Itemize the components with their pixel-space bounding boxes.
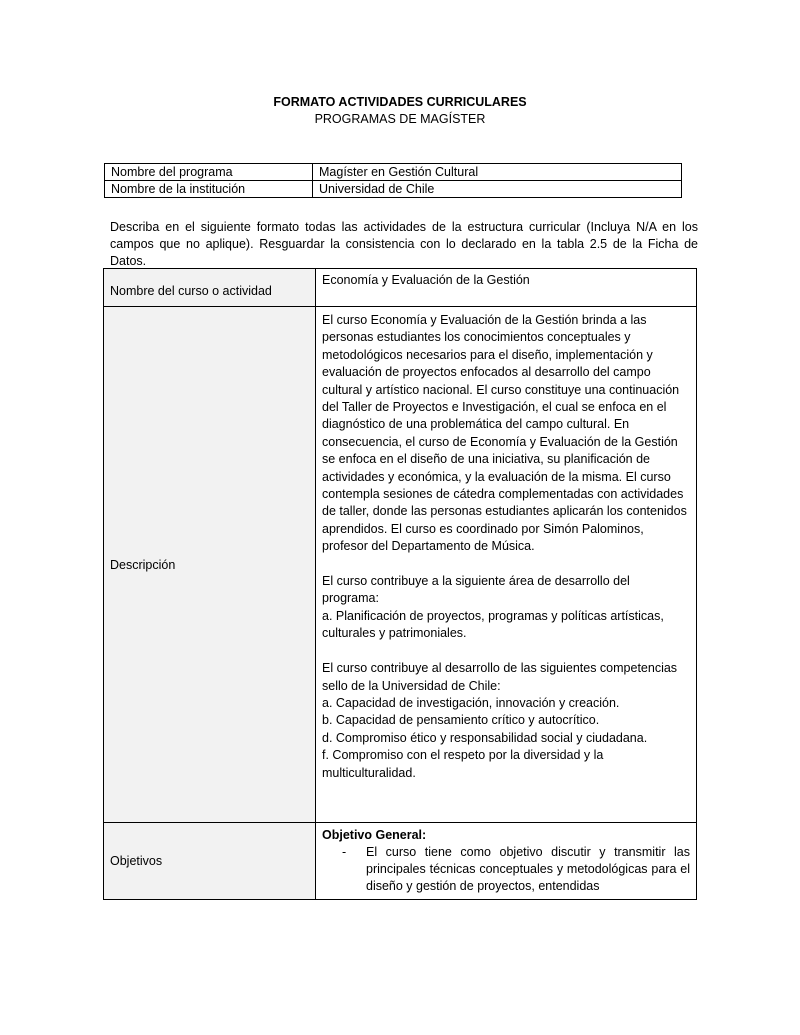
objectives-content — [316, 823, 697, 900]
program-name-label: Nombre del programa — [105, 164, 313, 181]
description-intro: El curso Economía y Evaluación de la Gestión brinda a las personas estudiantes los conocimientos conceptuales y metodológicos necesarios para el diseño, implementación y evaluación de proyectos enfocados al desarrollo del campo cultural y artístico nacional. El curso constituye una continuación del Taller de Proyectos e Investigación, el cual se enfoca en el diagnóstico de una problemática del campo cultural. En consecuencia, el curso de Economía y Evaluación de la Gestión se enfoca en el diseño de una iniciativa, su planificación de actividades y económica, y la evaluación de la misma. El curso contempla sesiones de cátedra complementadas con actividades de taller, donde las personas estudiantes aplicarán los contenidos aprendidos. El curso es coordinado por Simón Palominos, profesor del Departamento de Música. — [322, 313, 687, 554]
dash-bullet-icon: - — [342, 845, 347, 859]
course-name-row — [104, 269, 697, 307]
program-info-table — [104, 163, 682, 198]
objective-heading: Objetivo General: — [322, 828, 427, 842]
program-name-value: Magíster en Gestión Cultural — [313, 164, 682, 181]
objective-item — [322, 844, 690, 895]
objective-text: El curso tiene como objetivo discutir y transmitir las principales técnicas conceptuales y metodológicas para el diseño y gestión de proyectos, entendidas — [366, 845, 690, 893]
area-item: a. Planificación de proyectos, programas y políticas artísticas, culturales y patrimoniales. — [322, 608, 664, 641]
competencies-intro: El curso contribuye al desarrollo de las siguientes competencias sello de la Universidad de Chile: — [322, 661, 678, 693]
objectives-row — [104, 823, 697, 900]
institution-row — [105, 181, 682, 198]
course-table — [103, 268, 697, 900]
institution-label: Nombre de la institución — [105, 181, 313, 198]
instructions-text: Describa en el siguiente formato todas las actividades de la estructura curricular (Incluya N/A en los campos que no aplique). Resguardar la consistencia con lo declarado en la tabla 2.5 de la Ficha de Datos. — [110, 220, 698, 268]
institution-value: Universidad de Chile — [313, 181, 682, 198]
description-row — [104, 307, 697, 823]
competency-item: a. Capacidad de investigación, innovación y creación. — [322, 695, 620, 710]
document-subtitle: PROGRAMAS DE MAGÍSTER — [314, 112, 486, 126]
course-name-label: Nombre del curso o actividad — [104, 269, 316, 307]
course-name-value: Economía y Evaluación de la Gestión — [316, 269, 697, 307]
program-name-row — [105, 164, 682, 181]
document-title: FORMATO ACTIVIDADES CURRICULARES — [273, 95, 527, 109]
description-label: Descripción — [104, 307, 316, 823]
competency-item: f. Compromiso con el respeto por la diversidad y la multiculturalidad. — [322, 748, 604, 780]
area-intro: El curso contribuye a la siguiente área de desarrollo del programa: — [322, 574, 630, 606]
description-content — [316, 307, 697, 823]
competency-item: b. Capacidad de pensamiento crítico y autocrítico. — [322, 713, 600, 728]
objectives-label: Objetivos — [104, 823, 316, 900]
competency-item: d. Compromiso ético y responsabilidad social y ciudadana. — [322, 730, 648, 745]
